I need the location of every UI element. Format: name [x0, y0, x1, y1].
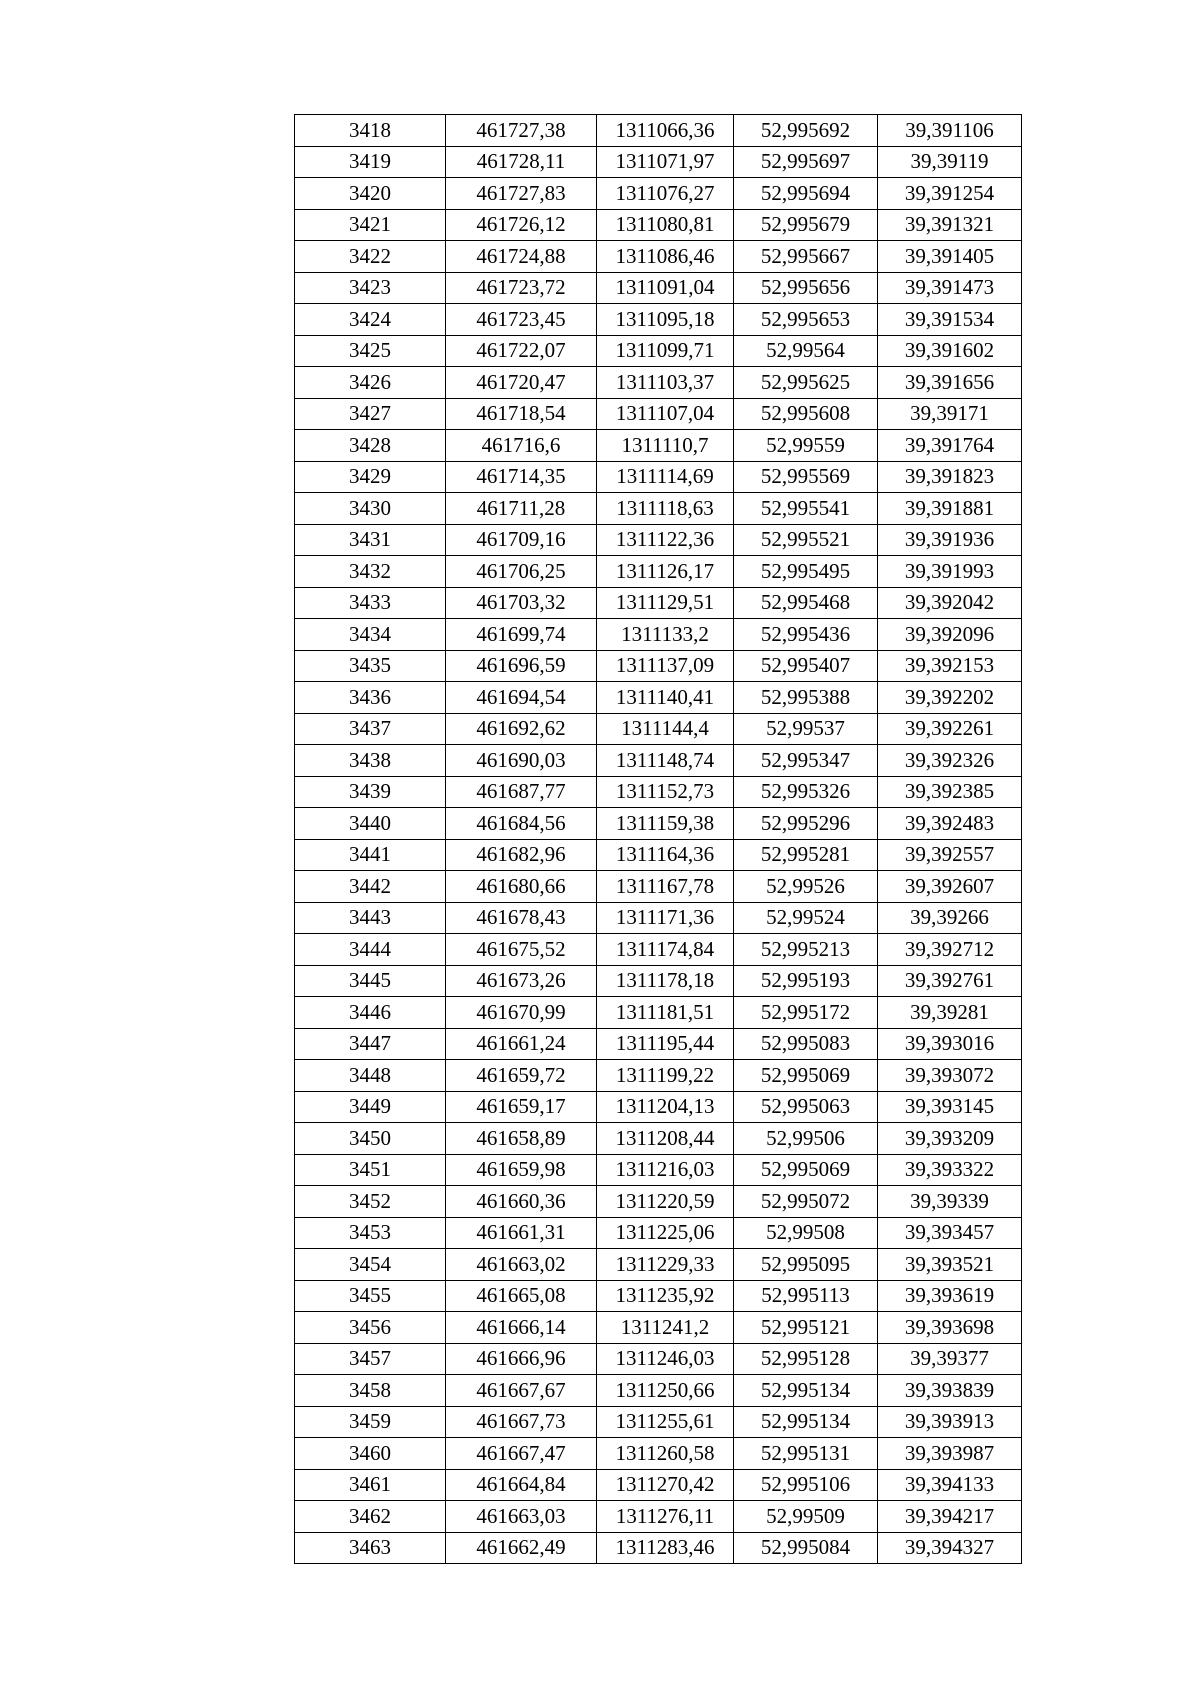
y-coordinate-cell: 1311091,04: [597, 272, 734, 304]
y-coordinate-cell: 1311255,61: [597, 1406, 734, 1438]
point-number-cell: 3437: [295, 713, 446, 745]
y-coordinate-cell: 1311152,73: [597, 776, 734, 808]
x-coordinate-cell: 461699,74: [446, 619, 597, 651]
x-coordinate-cell: 461706,25: [446, 556, 597, 588]
table-row: [295, 808, 1022, 840]
latitude-cell: 52,995495: [734, 556, 878, 588]
y-coordinate-cell: 1311107,04: [597, 398, 734, 430]
x-coordinate-cell: 461682,96: [446, 839, 597, 871]
longitude-cell: 39,391106: [878, 115, 1022, 147]
x-coordinate-cell: 461723,72: [446, 272, 597, 304]
x-coordinate-cell: 461692,62: [446, 713, 597, 745]
y-coordinate-cell: 1311076,27: [597, 178, 734, 210]
latitude-cell: 52,995388: [734, 682, 878, 714]
y-coordinate-cell: 1311137,09: [597, 650, 734, 682]
table-row: [295, 713, 1022, 745]
latitude-cell: 52,995072: [734, 1186, 878, 1218]
latitude-cell: 52,995095: [734, 1249, 878, 1281]
latitude-cell: 52,995069: [734, 1154, 878, 1186]
table-row: [295, 587, 1022, 619]
x-coordinate-cell: 461709,16: [446, 524, 597, 556]
point-number-cell: 3455: [295, 1280, 446, 1312]
point-number-cell: 3431: [295, 524, 446, 556]
longitude-cell: 39,391656: [878, 367, 1022, 399]
y-coordinate-cell: 1311270,42: [597, 1469, 734, 1501]
x-coordinate-cell: 461659,17: [446, 1091, 597, 1123]
latitude-cell: 52,995656: [734, 272, 878, 304]
table-row: [295, 209, 1022, 241]
point-number-cell: 3448: [295, 1060, 446, 1092]
y-coordinate-cell: 1311216,03: [597, 1154, 734, 1186]
point-number-cell: 3432: [295, 556, 446, 588]
longitude-cell: 39,391602: [878, 335, 1022, 367]
x-coordinate-cell: 461666,96: [446, 1343, 597, 1375]
latitude-cell: 52,995407: [734, 650, 878, 682]
longitude-cell: 39,391254: [878, 178, 1022, 210]
y-coordinate-cell: 1311110,7: [597, 430, 734, 462]
longitude-cell: 39,39119: [878, 146, 1022, 178]
longitude-cell: 39,393072: [878, 1060, 1022, 1092]
table-row: [295, 902, 1022, 934]
point-number-cell: 3440: [295, 808, 446, 840]
latitude-cell: 52,995679: [734, 209, 878, 241]
table-row: [295, 1375, 1022, 1407]
longitude-cell: 39,394327: [878, 1532, 1022, 1564]
y-coordinate-cell: 1311241,2: [597, 1312, 734, 1344]
y-coordinate-cell: 1311095,18: [597, 304, 734, 336]
x-coordinate-cell: 461684,56: [446, 808, 597, 840]
table-row: [295, 398, 1022, 430]
table-row: [295, 335, 1022, 367]
latitude-cell: 52,995608: [734, 398, 878, 430]
point-number-cell: 3425: [295, 335, 446, 367]
x-coordinate-cell: 461659,72: [446, 1060, 597, 1092]
point-number-cell: 3444: [295, 934, 446, 966]
x-coordinate-cell: 461694,54: [446, 682, 597, 714]
longitude-cell: 39,391473: [878, 272, 1022, 304]
x-coordinate-cell: 461659,98: [446, 1154, 597, 1186]
y-coordinate-cell: 1311235,92: [597, 1280, 734, 1312]
table-row: [295, 997, 1022, 1029]
table-row: [295, 934, 1022, 966]
latitude-cell: 52,995697: [734, 146, 878, 178]
x-coordinate-cell: 461724,88: [446, 241, 597, 273]
x-coordinate-cell: 461711,28: [446, 493, 597, 525]
y-coordinate-cell: 1311099,71: [597, 335, 734, 367]
table-row: [295, 839, 1022, 871]
table-row: [295, 1060, 1022, 1092]
longitude-cell: 39,391881: [878, 493, 1022, 525]
point-number-cell: 3452: [295, 1186, 446, 1218]
x-coordinate-cell: 461675,52: [446, 934, 597, 966]
point-number-cell: 3428: [295, 430, 446, 462]
longitude-cell: 39,393698: [878, 1312, 1022, 1344]
y-coordinate-cell: 1311174,84: [597, 934, 734, 966]
x-coordinate-cell: 461665,08: [446, 1280, 597, 1312]
y-coordinate-cell: 1311122,36: [597, 524, 734, 556]
table-row: [295, 965, 1022, 997]
longitude-cell: 39,393457: [878, 1217, 1022, 1249]
y-coordinate-cell: 1311181,51: [597, 997, 734, 1029]
y-coordinate-cell: 1311276,11: [597, 1501, 734, 1533]
point-number-cell: 3422: [295, 241, 446, 273]
table-row: [295, 650, 1022, 682]
y-coordinate-cell: 1311178,18: [597, 965, 734, 997]
y-coordinate-cell: 1311204,13: [597, 1091, 734, 1123]
point-number-cell: 3454: [295, 1249, 446, 1281]
table-row: [295, 745, 1022, 777]
table-row: [295, 304, 1022, 336]
longitude-cell: 39,392761: [878, 965, 1022, 997]
y-coordinate-cell: 1311086,46: [597, 241, 734, 273]
x-coordinate-cell: 461728,11: [446, 146, 597, 178]
longitude-cell: 39,393619: [878, 1280, 1022, 1312]
point-number-cell: 3430: [295, 493, 446, 525]
longitude-cell: 39,393521: [878, 1249, 1022, 1281]
latitude-cell: 52,995436: [734, 619, 878, 651]
x-coordinate-cell: 461718,54: [446, 398, 597, 430]
y-coordinate-cell: 1311103,37: [597, 367, 734, 399]
y-coordinate-cell: 1311114,69: [597, 461, 734, 493]
longitude-cell: 39,393839: [878, 1375, 1022, 1407]
y-coordinate-cell: 1311164,36: [597, 839, 734, 871]
y-coordinate-cell: 1311129,51: [597, 587, 734, 619]
latitude-cell: 52,995106: [734, 1469, 878, 1501]
x-coordinate-cell: 461680,66: [446, 871, 597, 903]
table-row: [295, 1406, 1022, 1438]
table-row: [295, 556, 1022, 588]
latitude-cell: 52,995326: [734, 776, 878, 808]
y-coordinate-cell: 1311159,38: [597, 808, 734, 840]
point-number-cell: 3463: [295, 1532, 446, 1564]
longitude-cell: 39,393987: [878, 1438, 1022, 1470]
longitude-cell: 39,393209: [878, 1123, 1022, 1155]
table-row: [295, 1532, 1022, 1564]
latitude-cell: 52,995193: [734, 965, 878, 997]
y-coordinate-cell: 1311246,03: [597, 1343, 734, 1375]
latitude-cell: 52,995213: [734, 934, 878, 966]
x-coordinate-cell: 461663,02: [446, 1249, 597, 1281]
point-number-cell: 3445: [295, 965, 446, 997]
latitude-cell: 52,995084: [734, 1532, 878, 1564]
point-number-cell: 3456: [295, 1312, 446, 1344]
y-coordinate-cell: 1311148,74: [597, 745, 734, 777]
latitude-cell: 52,995296: [734, 808, 878, 840]
table-row: [295, 1186, 1022, 1218]
x-coordinate-cell: 461660,36: [446, 1186, 597, 1218]
latitude-cell: 52,995625: [734, 367, 878, 399]
table-row: [295, 524, 1022, 556]
point-number-cell: 3439: [295, 776, 446, 808]
table-row: [295, 1123, 1022, 1155]
table-row: [295, 1217, 1022, 1249]
table-row: [295, 1154, 1022, 1186]
x-coordinate-cell: 461661,31: [446, 1217, 597, 1249]
table-row: [295, 1091, 1022, 1123]
longitude-cell: 39,39171: [878, 398, 1022, 430]
point-number-cell: 3429: [295, 461, 446, 493]
x-coordinate-cell: 461690,03: [446, 745, 597, 777]
point-number-cell: 3435: [295, 650, 446, 682]
x-coordinate-cell: 461716,6: [446, 430, 597, 462]
longitude-cell: 39,391936: [878, 524, 1022, 556]
latitude-cell: 52,995134: [734, 1375, 878, 1407]
x-coordinate-cell: 461714,35: [446, 461, 597, 493]
longitude-cell: 39,392202: [878, 682, 1022, 714]
table-row: [295, 682, 1022, 714]
point-number-cell: 3450: [295, 1123, 446, 1155]
x-coordinate-cell: 461662,49: [446, 1532, 597, 1564]
longitude-cell: 39,392326: [878, 745, 1022, 777]
x-coordinate-cell: 461666,14: [446, 1312, 597, 1344]
point-number-cell: 3458: [295, 1375, 446, 1407]
point-number-cell: 3426: [295, 367, 446, 399]
longitude-cell: 39,39339: [878, 1186, 1022, 1218]
y-coordinate-cell: 1311140,41: [597, 682, 734, 714]
longitude-cell: 39,392153: [878, 650, 1022, 682]
latitude-cell: 52,995521: [734, 524, 878, 556]
point-number-cell: 3457: [295, 1343, 446, 1375]
point-number-cell: 3420: [295, 178, 446, 210]
longitude-cell: 39,393016: [878, 1028, 1022, 1060]
table-row: [295, 1438, 1022, 1470]
latitude-cell: 52,995131: [734, 1438, 878, 1470]
y-coordinate-cell: 1311250,66: [597, 1375, 734, 1407]
latitude-cell: 52,995113: [734, 1280, 878, 1312]
x-coordinate-cell: 461726,12: [446, 209, 597, 241]
y-coordinate-cell: 1311283,46: [597, 1532, 734, 1564]
x-coordinate-cell: 461664,84: [446, 1469, 597, 1501]
y-coordinate-cell: 1311126,17: [597, 556, 734, 588]
table-row: [295, 146, 1022, 178]
y-coordinate-cell: 1311195,44: [597, 1028, 734, 1060]
point-number-cell: 3446: [295, 997, 446, 1029]
table-row: [295, 115, 1022, 147]
table-row: [295, 1280, 1022, 1312]
x-coordinate-cell: 461703,32: [446, 587, 597, 619]
longitude-cell: 39,394217: [878, 1501, 1022, 1533]
latitude-cell: 52,995128: [734, 1343, 878, 1375]
latitude-cell: 52,995069: [734, 1060, 878, 1092]
longitude-cell: 39,393145: [878, 1091, 1022, 1123]
latitude-cell: 52,995653: [734, 304, 878, 336]
latitude-cell: 52,99524: [734, 902, 878, 934]
table-row: [295, 1312, 1022, 1344]
table-row: [295, 241, 1022, 273]
longitude-cell: 39,392557: [878, 839, 1022, 871]
longitude-cell: 39,391764: [878, 430, 1022, 462]
table-row: [295, 493, 1022, 525]
point-number-cell: 3427: [295, 398, 446, 430]
table-row: [295, 1343, 1022, 1375]
x-coordinate-cell: 461670,99: [446, 997, 597, 1029]
longitude-cell: 39,392712: [878, 934, 1022, 966]
point-number-cell: 3442: [295, 871, 446, 903]
y-coordinate-cell: 1311071,97: [597, 146, 734, 178]
x-coordinate-cell: 461722,07: [446, 335, 597, 367]
longitude-cell: 39,39377: [878, 1343, 1022, 1375]
table-row: [295, 367, 1022, 399]
point-number-cell: 3449: [295, 1091, 446, 1123]
x-coordinate-cell: 461663,03: [446, 1501, 597, 1533]
table-row: [295, 871, 1022, 903]
table-row: [295, 776, 1022, 808]
longitude-cell: 39,393322: [878, 1154, 1022, 1186]
y-coordinate-cell: 1311229,33: [597, 1249, 734, 1281]
latitude-cell: 52,995692: [734, 115, 878, 147]
point-number-cell: 3438: [295, 745, 446, 777]
x-coordinate-cell: 461673,26: [446, 965, 597, 997]
point-number-cell: 3421: [295, 209, 446, 241]
point-number-cell: 3453: [295, 1217, 446, 1249]
longitude-cell: 39,39266: [878, 902, 1022, 934]
latitude-cell: 52,99509: [734, 1501, 878, 1533]
latitude-cell: 52,995281: [734, 839, 878, 871]
y-coordinate-cell: 1311118,63: [597, 493, 734, 525]
longitude-cell: 39,391534: [878, 304, 1022, 336]
point-number-cell: 3441: [295, 839, 446, 871]
point-number-cell: 3462: [295, 1501, 446, 1533]
latitude-cell: 52,995134: [734, 1406, 878, 1438]
longitude-cell: 39,391405: [878, 241, 1022, 273]
latitude-cell: 52,995569: [734, 461, 878, 493]
point-number-cell: 3419: [295, 146, 446, 178]
latitude-cell: 52,99506: [734, 1123, 878, 1155]
x-coordinate-cell: 461661,24: [446, 1028, 597, 1060]
table-row: [295, 430, 1022, 462]
table-row: [295, 1028, 1022, 1060]
y-coordinate-cell: 1311220,59: [597, 1186, 734, 1218]
x-coordinate-cell: 461696,59: [446, 650, 597, 682]
y-coordinate-cell: 1311208,44: [597, 1123, 734, 1155]
table-row: [295, 1249, 1022, 1281]
point-number-cell: 3443: [295, 902, 446, 934]
y-coordinate-cell: 1311167,78: [597, 871, 734, 903]
point-number-cell: 3451: [295, 1154, 446, 1186]
y-coordinate-cell: 1311171,36: [597, 902, 734, 934]
latitude-cell: 52,99559: [734, 430, 878, 462]
longitude-cell: 39,392261: [878, 713, 1022, 745]
x-coordinate-cell: 461727,38: [446, 115, 597, 147]
coordinates-table-body: [295, 115, 1022, 1564]
longitude-cell: 39,392385: [878, 776, 1022, 808]
longitude-cell: 39,393913: [878, 1406, 1022, 1438]
longitude-cell: 39,39281: [878, 997, 1022, 1029]
x-coordinate-cell: 461667,67: [446, 1375, 597, 1407]
latitude-cell: 52,995083: [734, 1028, 878, 1060]
point-number-cell: 3424: [295, 304, 446, 336]
x-coordinate-cell: 461723,45: [446, 304, 597, 336]
latitude-cell: 52,995694: [734, 178, 878, 210]
y-coordinate-cell: 1311133,2: [597, 619, 734, 651]
longitude-cell: 39,394133: [878, 1469, 1022, 1501]
latitude-cell: 52,99526: [734, 871, 878, 903]
point-number-cell: 3418: [295, 115, 446, 147]
y-coordinate-cell: 1311144,4: [597, 713, 734, 745]
table-row: [295, 461, 1022, 493]
point-number-cell: 3434: [295, 619, 446, 651]
x-coordinate-cell: 461667,73: [446, 1406, 597, 1438]
table-row: [295, 619, 1022, 651]
longitude-cell: 39,391823: [878, 461, 1022, 493]
latitude-cell: 52,995468: [734, 587, 878, 619]
point-number-cell: 3436: [295, 682, 446, 714]
table-row: [295, 178, 1022, 210]
latitude-cell: 52,99564: [734, 335, 878, 367]
longitude-cell: 39,392483: [878, 808, 1022, 840]
latitude-cell: 52,995121: [734, 1312, 878, 1344]
latitude-cell: 52,995667: [734, 241, 878, 273]
point-number-cell: 3423: [295, 272, 446, 304]
point-number-cell: 3447: [295, 1028, 446, 1060]
x-coordinate-cell: 461720,47: [446, 367, 597, 399]
latitude-cell: 52,995347: [734, 745, 878, 777]
latitude-cell: 52,995541: [734, 493, 878, 525]
y-coordinate-cell: 1311199,22: [597, 1060, 734, 1092]
point-number-cell: 3459: [295, 1406, 446, 1438]
longitude-cell: 39,391993: [878, 556, 1022, 588]
latitude-cell: 52,995172: [734, 997, 878, 1029]
point-number-cell: 3460: [295, 1438, 446, 1470]
x-coordinate-cell: 461667,47: [446, 1438, 597, 1470]
point-number-cell: 3461: [295, 1469, 446, 1501]
latitude-cell: 52,99537: [734, 713, 878, 745]
latitude-cell: 52,99508: [734, 1217, 878, 1249]
y-coordinate-cell: 1311066,36: [597, 115, 734, 147]
table-row: [295, 1469, 1022, 1501]
x-coordinate-cell: 461678,43: [446, 902, 597, 934]
longitude-cell: 39,392042: [878, 587, 1022, 619]
longitude-cell: 39,392096: [878, 619, 1022, 651]
point-number-cell: 3433: [295, 587, 446, 619]
latitude-cell: 52,995063: [734, 1091, 878, 1123]
table-row: [295, 272, 1022, 304]
coordinates-table: [294, 114, 1022, 1564]
x-coordinate-cell: 461687,77: [446, 776, 597, 808]
longitude-cell: 39,392607: [878, 871, 1022, 903]
x-coordinate-cell: 461727,83: [446, 178, 597, 210]
y-coordinate-cell: 1311260,58: [597, 1438, 734, 1470]
table-row: [295, 1501, 1022, 1533]
x-coordinate-cell: 461658,89: [446, 1123, 597, 1155]
longitude-cell: 39,391321: [878, 209, 1022, 241]
y-coordinate-cell: 1311225,06: [597, 1217, 734, 1249]
y-coordinate-cell: 1311080,81: [597, 209, 734, 241]
